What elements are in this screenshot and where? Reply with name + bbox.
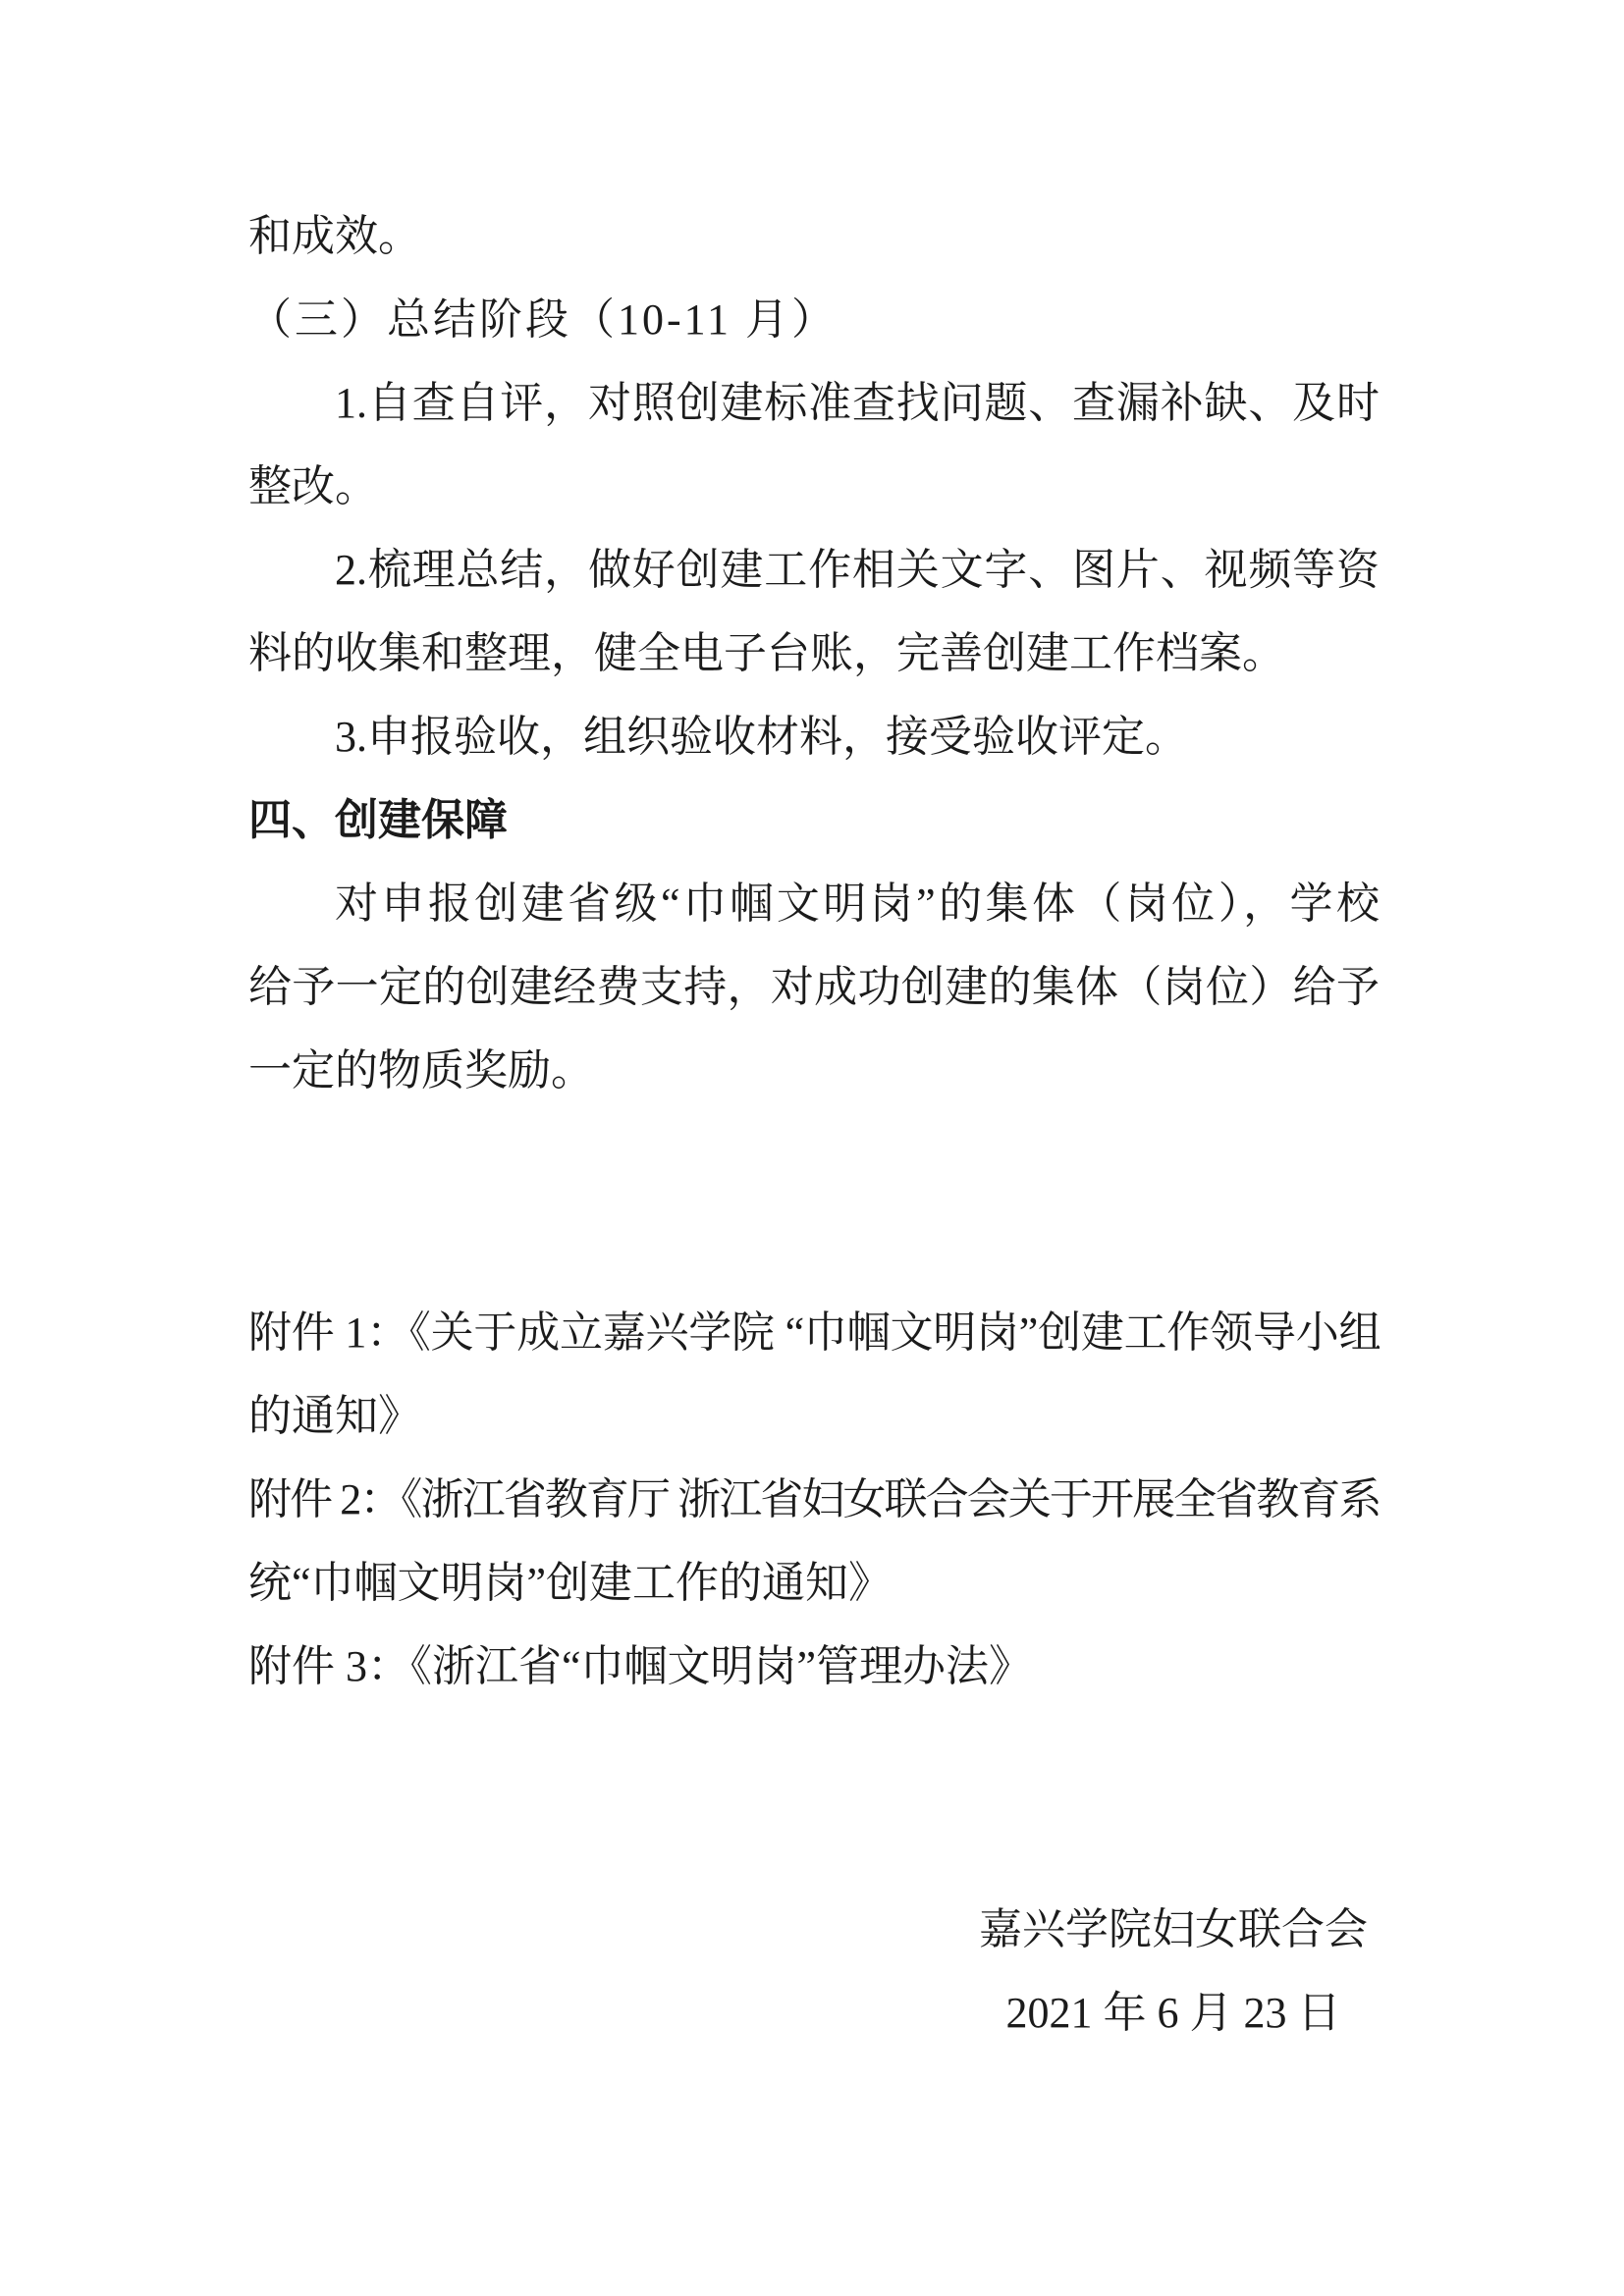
attachment-line-2-cont: 统“巾帼文明岗”创建工作的通知》 (248, 1559, 893, 1607)
signature-inner (979, 1888, 1368, 2055)
body-line-guarantee-1: 对申报创建省级“巾帼文明岗”的集体（岗位），学校 (335, 880, 1380, 928)
body-line-guarantee-2: 给予一定的创建经费支持，对成功创建的集体（岗位）给予 (248, 963, 1380, 1011)
signature-date: 2021 年 6 月 23 日 (1005, 1989, 1341, 2037)
section-heading-4: 四、创建保障 (248, 796, 508, 844)
body-line-item-1: 1.自查自评，对照创建标准查找问题、查漏补缺、及时 (335, 379, 1380, 427)
document-text-block (248, 194, 1380, 2055)
signature-block (248, 1888, 1380, 2055)
body-line-item-2: 2.梳理总结，做好创建工作相关文字、图片、视频等资 (335, 546, 1380, 594)
attachment-line-1-cont: 的通知》 (248, 1392, 421, 1440)
section-heading-phase-3: （三）总结阶段（10-11 月） (248, 295, 839, 344)
attachment-line-1: 附件 1：《关于成立嘉兴学院 “巾帼文明岗”创建工作领导小组 (248, 1308, 1380, 1357)
body-line-item-3: 3.申报验收，组织验收材料，接受验收评定。 (335, 713, 1188, 761)
body-line-continuation: 和成效。 (248, 212, 421, 260)
body-line-item-1-cont: 整改。 (248, 462, 378, 510)
body-line-item-2-cont: 料的收集和整理，健全电子台账，完善创建工作档案。 (248, 629, 1285, 677)
attachment-line-2: 附件 2：《浙江省教育厅 浙江省妇女联合会关于开展全省教育系 (248, 1475, 1380, 1523)
signature-org: 嘉兴学院妇女联合会 (979, 1905, 1368, 1953)
body-line-guarantee-3: 一定的物质奖励。 (248, 1046, 594, 1095)
attachment-line-3: 附件 3：《浙江省“巾帼文明岗”管理办法》 (248, 1642, 1033, 1690)
